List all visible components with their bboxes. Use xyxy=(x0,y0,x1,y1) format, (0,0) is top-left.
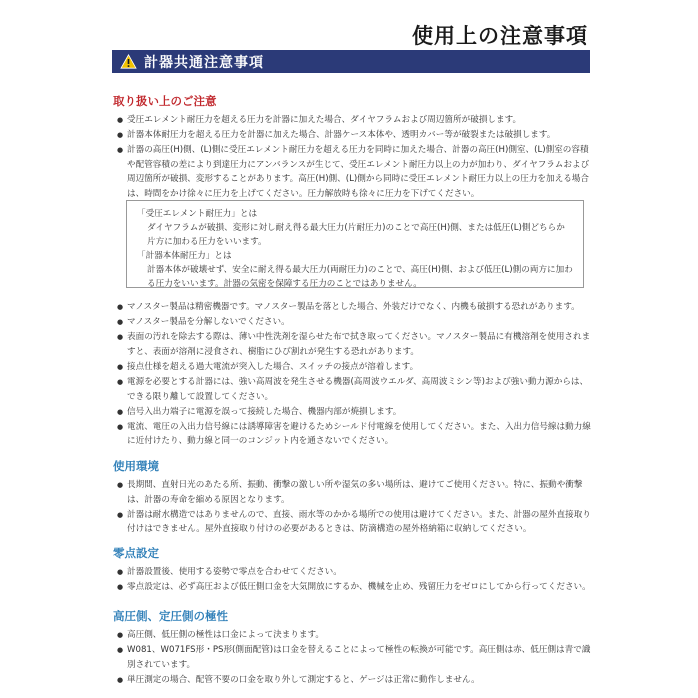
warning-triangle-icon xyxy=(120,54,137,69)
list-item: ● 信号入出力端子に電源を誤って接続した場合、機器内部が焼損します。 xyxy=(113,405,591,420)
list-item: ● マノスター製品は精密機器です。マノスター製品を落とした場合、外装だけでなく、内機も破損する恐れがあります。 xyxy=(113,300,591,315)
definition-body: ダイヤフラムが破損、変形に対し耐え得る最大圧力(片耐圧力)のことで高圧(H)側、または低圧(L)側どちらか片方に加わる圧力をいいます。 xyxy=(147,223,565,247)
handling-heading: 取り扱い上のご注意 xyxy=(113,94,217,108)
list-item: ● 接点仕様を超える過大電流が突入した場合、スイッチの接点が溶着します。 xyxy=(113,360,591,375)
list-item: ● 計器本体耐圧力を超える圧力を計器に加えた場合、計器ケース本体や、透明カバー等が破裂または破損します。 xyxy=(113,128,591,143)
list-item: ● 計器の高圧(H)側、(L)側に受圧エレメント耐圧力を超える圧力を同時に加えた場合、計器の高圧(H)側室、(L)側室の容積や配管容積の差により到達圧力にアンバランスが生じて、受圧エレメント耐圧力以上の力が加わり、ダイヤフラムおよび周辺箇所が破損、変形することがあります。高圧(H)側、(L)側から同時に受圧エレメント耐圧力以上の圧力を加える場合は、時間をかけ徐々に圧力を上げてください。圧力解放時も徐々に圧力を下げてください。 xyxy=(113,143,591,201)
definition-body: 計器本体が破壊せず、安全に耐え得る最大圧力(両耐圧力)のことで、高圧(H)側、および低圧(L)側の両方に加わる圧力をいいます。計器の気密を保障する圧力のことではありません。 xyxy=(147,265,573,289)
environment-section xyxy=(113,458,591,537)
list-item: ● 高圧側、低圧側の極性は口金によって決まります。 xyxy=(113,628,591,643)
list-item: ● W081、W071FS形・PS形(側面配管)は口金を替えることによって極性の転換が可能です。高圧側は赤、低圧側は青で識別されています。 xyxy=(113,643,591,672)
general-list xyxy=(113,300,591,449)
zero-section xyxy=(113,545,591,595)
list-item: ● マノスター製品を分解しないでください。 xyxy=(113,315,591,330)
zero-heading: 零点設定 xyxy=(113,546,159,560)
list-item: ● 計器設置後、使用する姿勢で零点を合わせてください。 xyxy=(113,565,591,580)
polarity-heading: 高圧側、定圧側の極性 xyxy=(113,609,228,623)
list-item: ● 単圧測定の場合、配管不要の口金を取り外して測定すると、ゲージは正常に動作しません。 xyxy=(113,673,591,688)
list-item: ● 零点設定は、必ず高圧および低圧側口金を大気開放にするか、機械を止め、残留圧力をゼロにしてから行ってください。 xyxy=(113,580,591,595)
list-item: ● 電源を必要とする計器には、強い高周波を発生させる機器(高周波ウエルダ、高周波ミシン等)および強い動力源からは、できる限り離して設置してください。 xyxy=(113,375,591,404)
list-item: ● 受圧エレメント耐圧力を超える圧力を計器に加えた場合、ダイヤフラムおよび周辺箇所が破損します。 xyxy=(113,113,591,128)
general-section xyxy=(113,300,591,449)
section-header-bar xyxy=(112,50,590,73)
list-item: ● 電流、電圧の入出力信号線には誘導障害を避けるためシールド付電線を使用してください。また、入出力信号線は動力線に近付けたり、動力線と同一のコンジット内を通さないでください。 xyxy=(113,420,591,449)
list-item: ● 長期間、直射日光のあたる所、振動、衝撃の激しい所や湿気の多い場所は、避けてご使用ください。特に、振動や衝撃は、計器の寿命を縮める原因となります。 xyxy=(113,478,591,507)
handling-section xyxy=(113,93,591,202)
definition-term: 「計器本体耐圧力」とは xyxy=(137,251,232,261)
page-title: 使用上の注意事項 xyxy=(412,24,588,48)
handling-list xyxy=(113,113,591,202)
environment-heading: 使用環境 xyxy=(113,459,159,473)
section-title: 計器共通注意事項 xyxy=(144,54,264,71)
definition-box xyxy=(126,200,584,288)
definition-term: 「受圧エレメント耐圧力」とは xyxy=(137,209,258,219)
list-item: ● 表面の汚れを除去する際は、薄い中性洗剤を湿らせた布で拭き取ってください。マノスター製品に有機溶剤を使用されますと、表面が溶剤に浸食され、樹脂にひび割れが発生する恐れがあります。 xyxy=(113,330,591,359)
zero-list xyxy=(113,565,591,595)
environment-list xyxy=(113,478,591,537)
list-item: ● 計器は耐水構造ではありませんので、直接、雨水等のかかる場所での使用は避けてください。また、計器の屋外直接取り付けはできません。屋外直接取り付けの必要があるときは、防滴構造の屋外格納箱に収納してください。 xyxy=(113,508,591,537)
polarity-list xyxy=(113,628,591,687)
polarity-section xyxy=(113,608,591,688)
